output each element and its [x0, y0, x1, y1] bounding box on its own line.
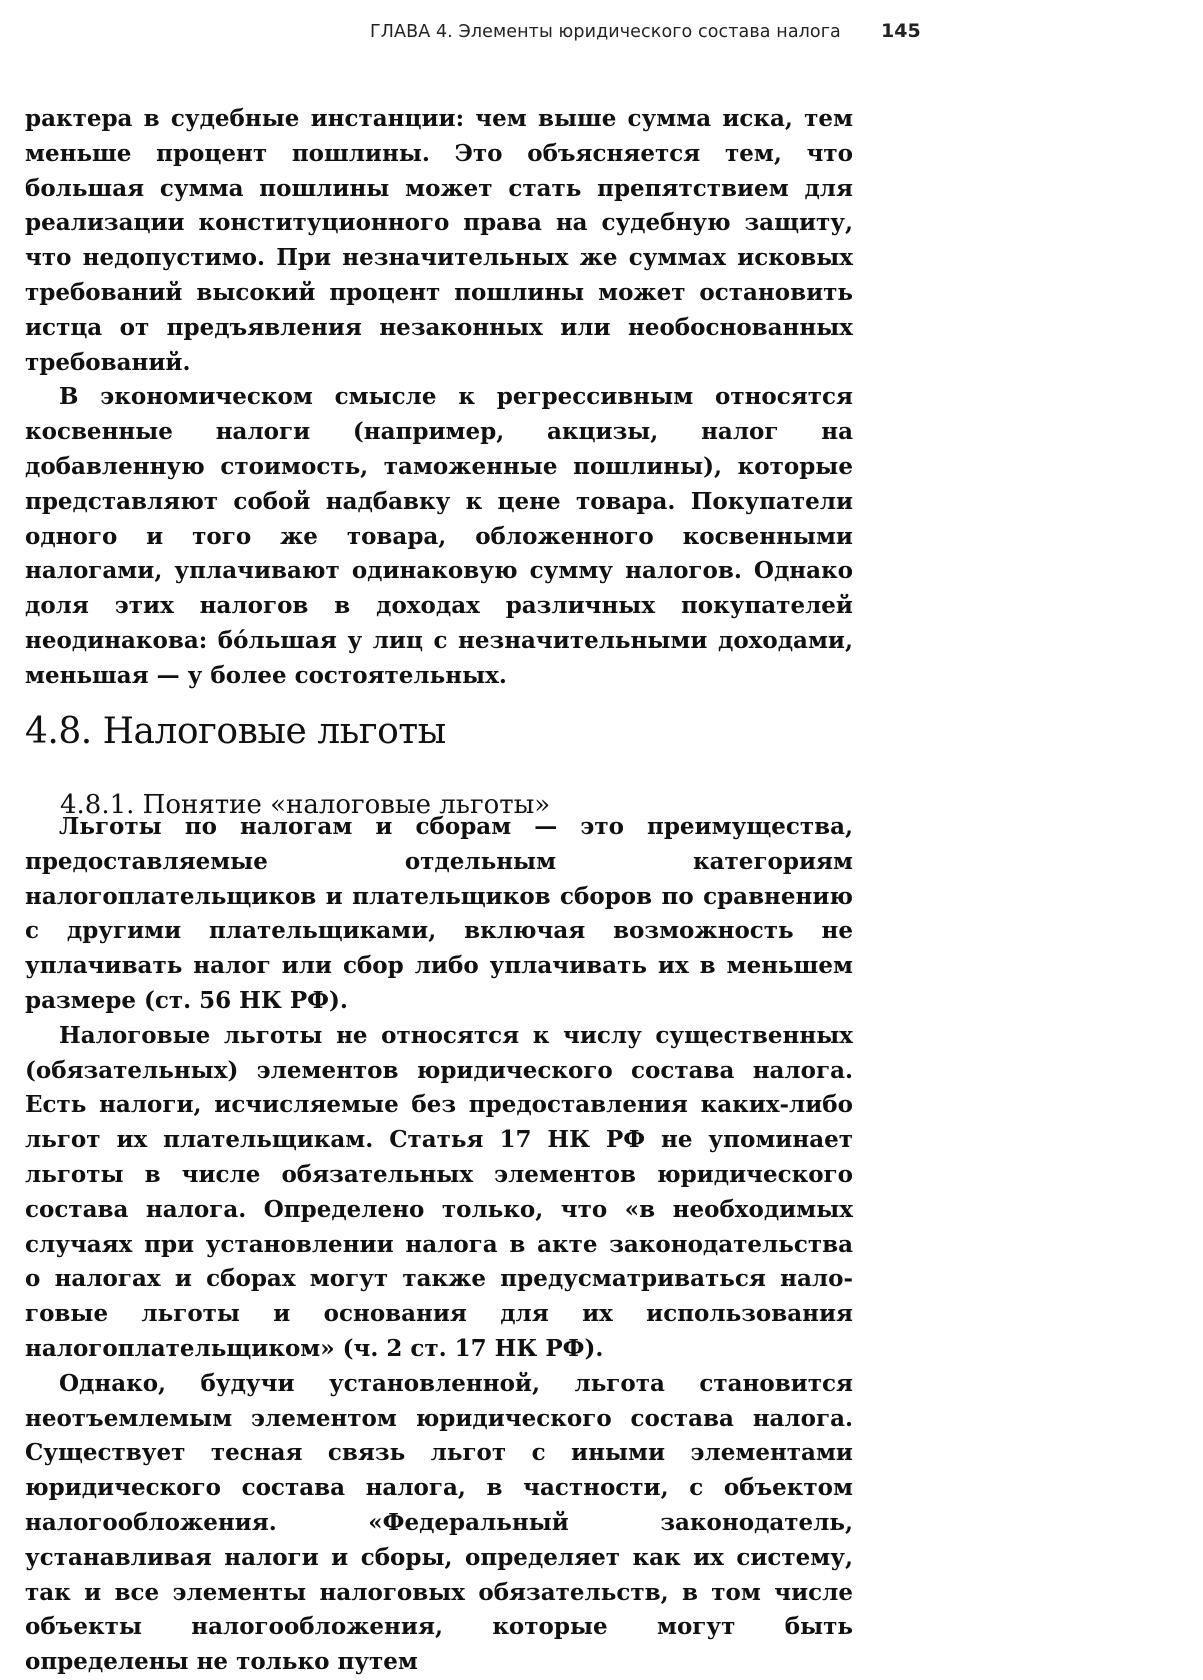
subsection-title: 4.8.1. Понятие «налоговые льготы»	[60, 789, 551, 820]
section-title: 4.8. Налоговые льготы	[25, 711, 446, 753]
chapter-title: ГЛАВА 4. Элементы юридического состава налога	[370, 22, 841, 42]
section-text	[25, 810, 853, 1680]
paragraph: Налоговые льготы не относятся к числу существенных (обязательных) элементов юридического состава налога. Есть налоги, исчисляемые без предоставления каких-либо льгот их плательщикам. Статья 17 НК РФ не упоминает льготы в числе обязательных элементов юридического состава налога. Определено только, что «в необходимых случаях при установлении налога в акте законодательства о налогах и сборах могут также предусматриваться налоговые льготы и основания для их использования налогоплательщиком» (ч. 2 ст. 17 НК РФ).	[25, 1021, 853, 1362]
paragraph: Льготы по налогам и сборам — это преимущества, предоставляемые отдельным категориям налогоплательщиков и плательщиков сборов по сравнению с другими плательщиками, включая возможность не уплачивать налог или сбор либо уплачивать их в меньшем размере (ст. 56 НК РФ).	[25, 813, 853, 1014]
paragraph: рактера в судебные инстанции: чем выше сумма иска, тем меньше процент пошлины. Это объясняется тем, что большая сумма пошлины может стать препятствием для реализации конституционного права на судебную защиту, что недопустимо. При незначительных же суммах исковых требований высокий процент пошлины может остановить истца от предъявления незаконных или необоснованных требований.	[25, 105, 853, 376]
running-header	[370, 18, 930, 48]
paragraph: В экономическом смысле к регрессивным относятся косвенные налоги (например, акцизы, налог на добавленную стоимость, таможенные пошлины), которые представляют собой надбавку к цене товара. Покупатели одного и того же товара, обложенного косвенными налогами, уплачивают одинаковую сумму налогов. Однако доля этих налогов в доходах различных покупателей неодинакова: бóльшая у лиц с незначительными доходами, меньшая — у более состоятельных.	[25, 383, 853, 689]
page-number: 145	[881, 20, 921, 42]
intro-text	[25, 102, 853, 694]
paragraph: Однако, будучи установленной, льгота становится неотъемлемым элементом юридического состава налога. Существует тесная связь льгот с иными элементами юридического состава налога, в частности, с объектом налогообложения. «Федеральный законодатель, устанавливая налоги и сборы, определяет как их систему, так и все элементы налоговых обязательств, в том числе объекты налогообложения, которые могут быть определены не только путем	[25, 1369, 853, 1676]
